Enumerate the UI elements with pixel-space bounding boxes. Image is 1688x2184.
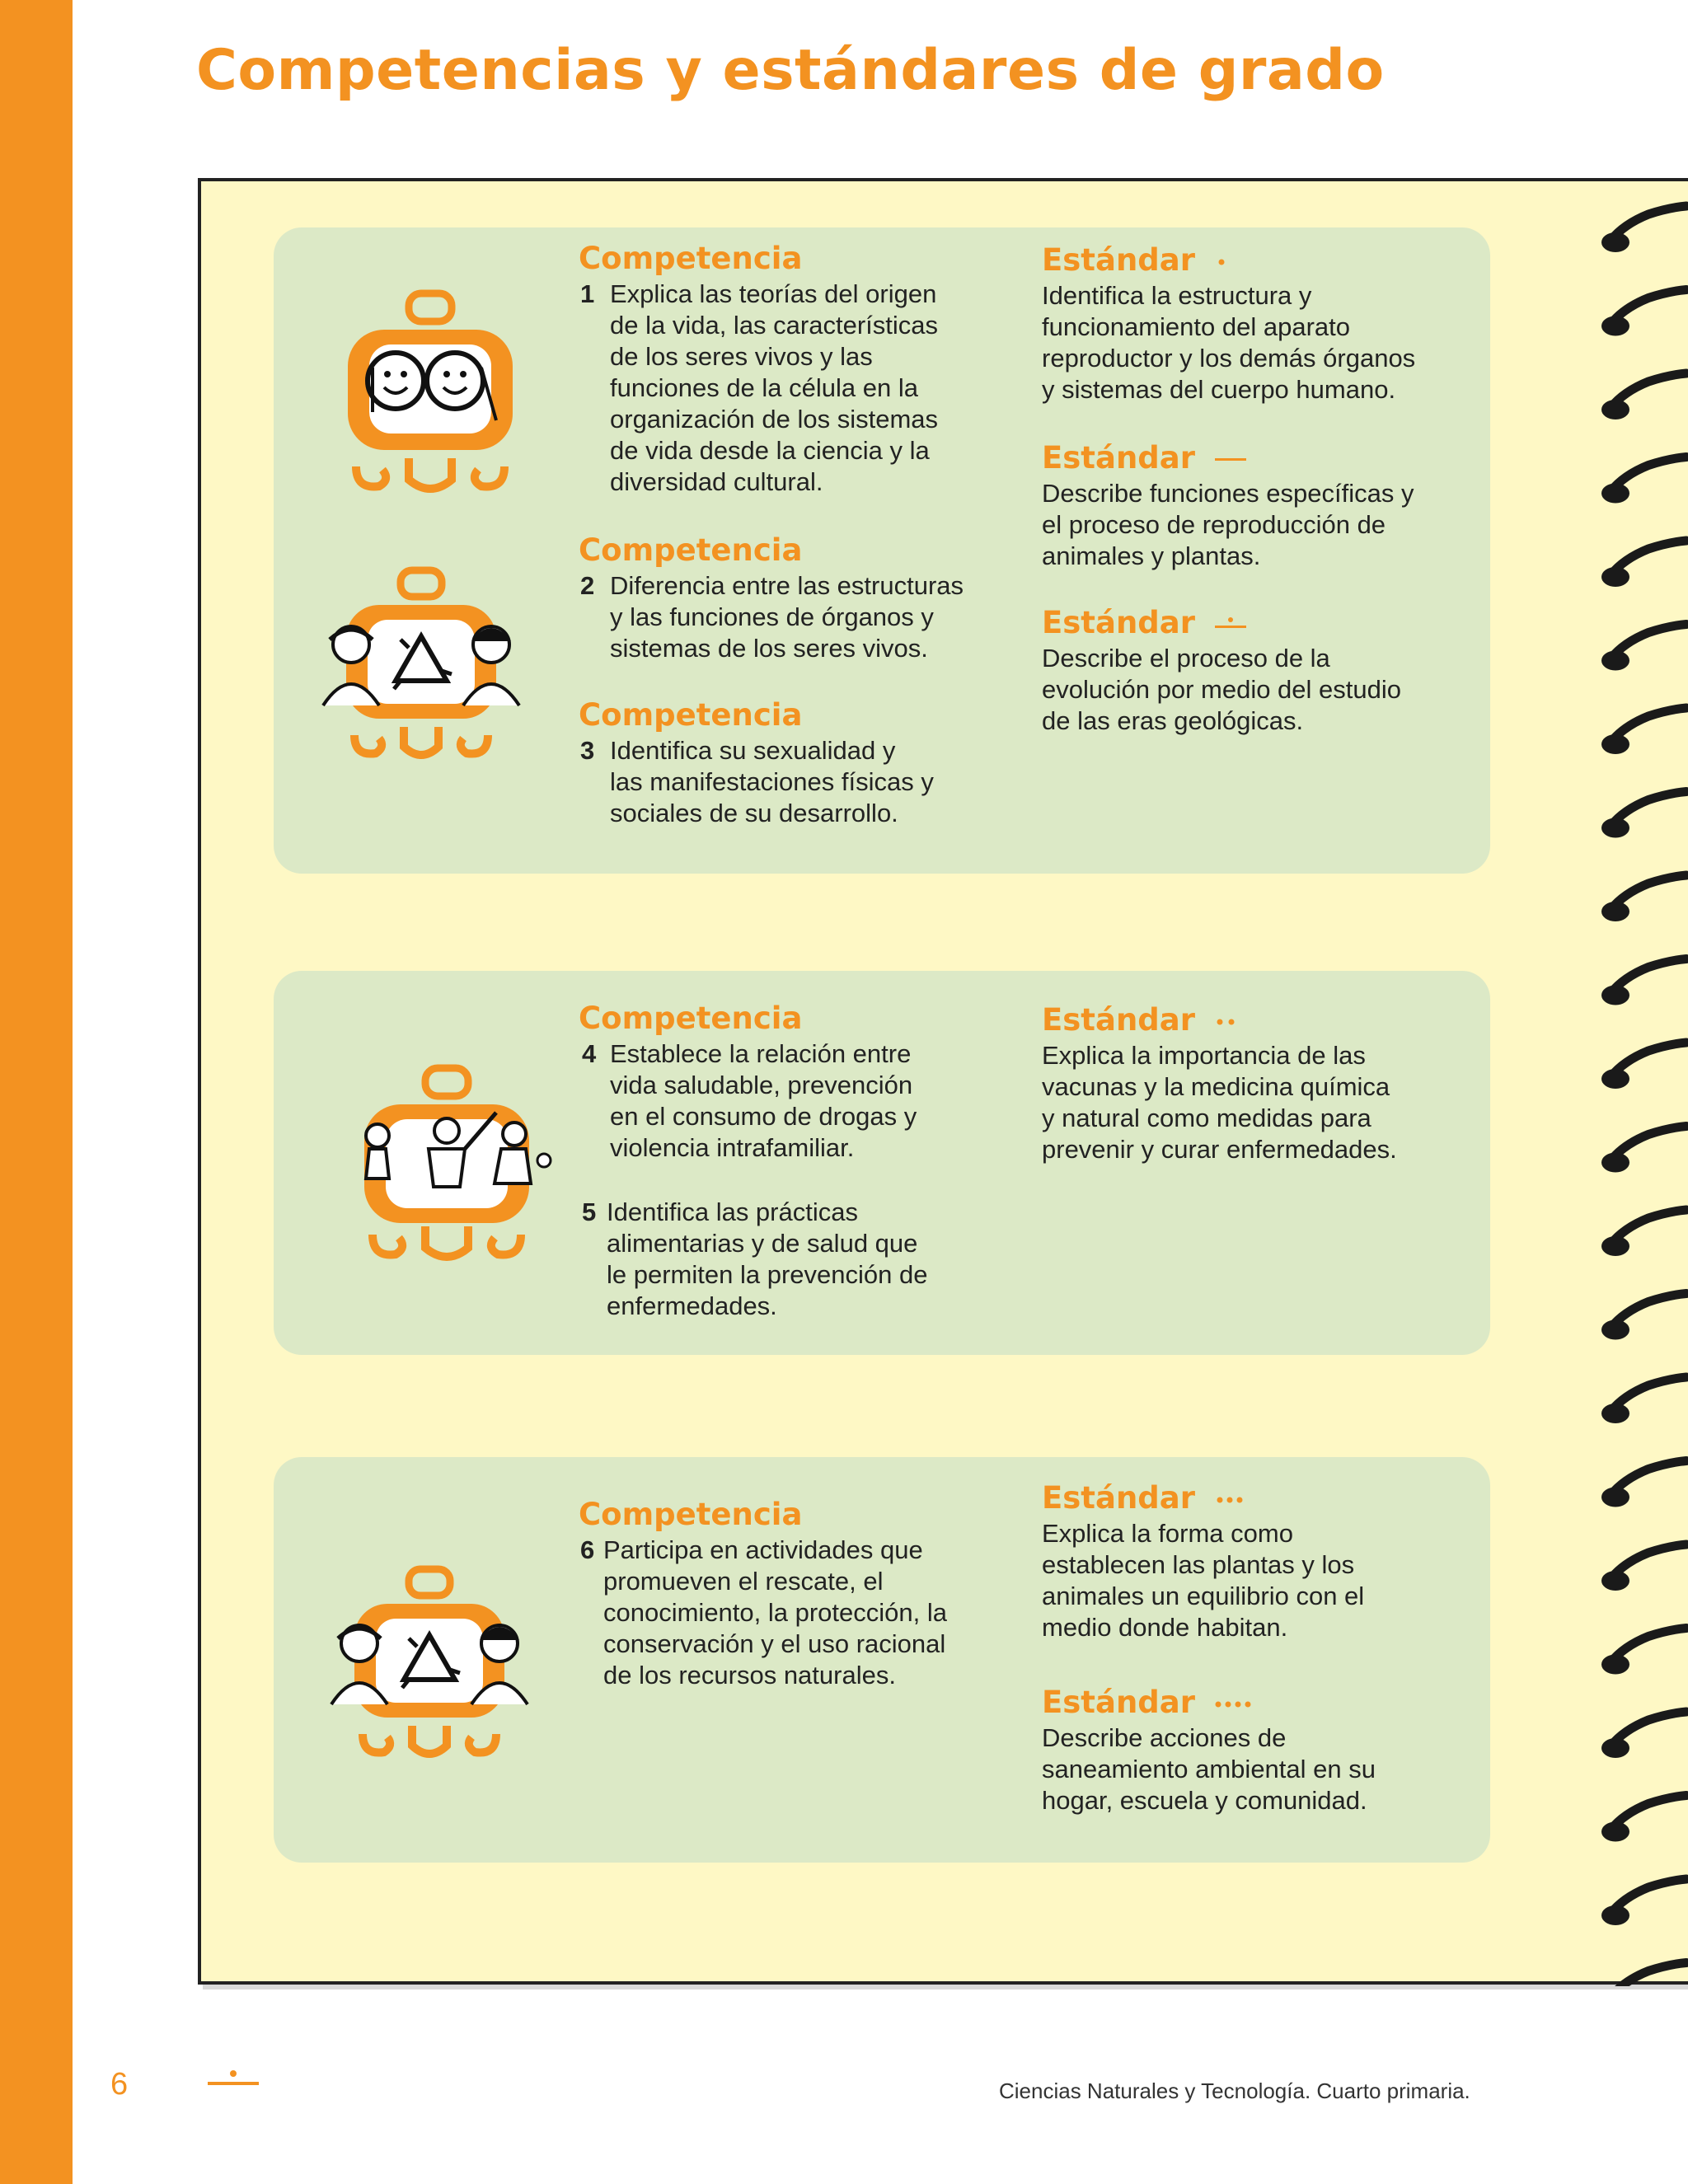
mayan-number-1-icon: [1213, 250, 1263, 274]
estandar-heading-5: [1042, 1480, 1263, 1516]
estandar-label: Estándar: [1042, 1002, 1195, 1038]
competencia-text-6: [603, 1535, 947, 1691]
text-line: en el consumo de drogas y: [610, 1102, 917, 1131]
spiral-hole: [1601, 1655, 1629, 1675]
estandar-heading-4: [1042, 1002, 1263, 1038]
spiral-hole: [1601, 400, 1629, 419]
spiral-hole: [1601, 567, 1629, 587]
estandar-label: Estándar: [1042, 440, 1195, 476]
estandar-heading-1: [1042, 242, 1263, 279]
text-line: Describe acciones de: [1042, 1723, 1287, 1752]
spiral-hole: [1601, 232, 1629, 252]
competencia-number-3: 3: [580, 736, 595, 765]
text-line: Identifica la estructura y: [1042, 281, 1312, 310]
text-line: conservación y el uso racional: [603, 1629, 946, 1658]
estandar-text-3: [1042, 643, 1401, 737]
spiral-hole: [1601, 734, 1629, 754]
text-line: animales un equilibrio con el: [1042, 1582, 1365, 1610]
spiral-hole: [1601, 1236, 1629, 1256]
competencia-number-5: 5: [582, 1197, 597, 1226]
text-line: enfermedades.: [607, 1291, 777, 1320]
estandar-text-6: [1042, 1722, 1376, 1816]
text-line: hogar, escuela y comunidad.: [1042, 1786, 1367, 1815]
competencia-heading-2: Competencia: [579, 532, 803, 568]
page-number: 6: [110, 2067, 129, 2102]
spiral-hole: [1601, 1738, 1629, 1758]
text-line: promueven el rescate, el: [603, 1567, 884, 1596]
text-line: de vida desde la ciencia y la: [610, 436, 930, 465]
text-line: medio donde habitan.: [1042, 1613, 1288, 1642]
maya-glyph-recycle-people-icon: [326, 1564, 532, 1762]
text-line: animales y plantas.: [1042, 541, 1261, 570]
text-line: violencia intrafamiliar.: [610, 1133, 855, 1162]
mayan-number-2-icon: [1213, 1010, 1263, 1034]
competencia-number-2: 2: [580, 571, 595, 600]
spiral-hole: [1601, 1069, 1629, 1089]
text-line: diversidad cultural.: [610, 467, 823, 496]
spiral-hole: [1601, 1571, 1629, 1591]
text-line: de los seres vivos y las: [610, 342, 873, 371]
estandar-label: Estándar: [1042, 242, 1195, 278]
text-line: sociales de su desarrollo.: [610, 799, 898, 827]
mayan-number-3-icon: [1213, 1488, 1263, 1512]
text-line: reproductor y los demás órganos: [1042, 344, 1416, 373]
footer-book-title: Ciencias Naturales y Tecnología. Cuarto primaria.: [999, 2079, 1470, 2103]
orange-side-bar: [0, 0, 73, 2184]
estandar-heading-2: [1042, 440, 1263, 476]
spiral-hole: [1601, 1822, 1629, 1842]
text-line: y natural como medidas para: [1042, 1104, 1372, 1132]
text-line: le permiten la prevención de: [607, 1260, 928, 1289]
mayan-number-5-icon: [1213, 448, 1263, 472]
text-line: funciones de la célula en la: [610, 373, 918, 402]
estandar-text-2: [1042, 478, 1414, 572]
spiral-ring: [1611, 1963, 1686, 1987]
text-line: de los recursos naturales.: [603, 1661, 896, 1690]
estandar-label: Estándar: [1042, 605, 1195, 640]
text-line: Establece la relación entre: [610, 1039, 912, 1068]
text-line: las manifestaciones físicas y: [610, 767, 934, 796]
spiral-hole: [1601, 1905, 1629, 1925]
text-line: Participa en actividades que: [603, 1535, 923, 1564]
mayan-number-6-icon: [1213, 612, 1263, 637]
competencia-text-4: [610, 1038, 917, 1164]
maya-glyph-recycle-people-icon: [318, 565, 524, 763]
text-line: Diferencia entre las estructuras: [610, 571, 964, 600]
spiral-hole: [1601, 484, 1629, 504]
estandar-label: Estándar: [1042, 1685, 1195, 1720]
competencia-heading-4: Competencia: [579, 1001, 803, 1036]
text-line: Identifica su sexualidad y: [610, 736, 896, 765]
estandar-text-1: [1042, 280, 1415, 405]
text-line: de las eras geológicas.: [1042, 706, 1304, 735]
estandar-heading-6: [1042, 1685, 1263, 1721]
competencia-text-5: [607, 1197, 927, 1322]
competencia-text-3: [610, 735, 934, 829]
estandar-label: Estándar: [1042, 1480, 1195, 1516]
text-line: el proceso de reproducción de: [1042, 510, 1386, 539]
text-line: vacunas y la medicina química: [1042, 1072, 1390, 1101]
text-line: Explica la forma como: [1042, 1519, 1293, 1548]
text-line: Explica la importancia de las: [1042, 1041, 1366, 1070]
text-line: evolución por medio del estudio: [1042, 675, 1401, 704]
text-line: y las funciones de órganos y: [610, 602, 934, 631]
spiral-hole: [1601, 651, 1629, 671]
text-line: conocimiento, la protección, la: [603, 1598, 948, 1627]
text-line: sistemas de los seres vivos.: [610, 634, 928, 663]
text-line: saneamiento ambiental en su: [1042, 1755, 1376, 1783]
competencia-number-1: 1: [580, 279, 595, 308]
spiral-hole: [1601, 1488, 1629, 1507]
text-line: Describe funciones específicas y: [1042, 479, 1414, 508]
text-line: establecen las plantas y los: [1042, 1550, 1355, 1579]
spiral-hole: [1601, 316, 1629, 336]
spiral-hole: [1601, 818, 1629, 838]
text-line: organización de los sistemas: [610, 405, 939, 434]
mayan-number-6-icon: [206, 2067, 260, 2092]
competencia-heading-3: Competencia: [579, 697, 803, 733]
text-line: de la vida, las características: [610, 311, 939, 340]
text-line: funcionamiento del aparato: [1042, 312, 1350, 341]
text-line: Identifica las prácticas: [607, 1197, 858, 1226]
spiral-hole: [1601, 1320, 1629, 1340]
page-title: Competencias y estándares de grado: [196, 38, 1385, 103]
spiral-binding-icon: [1599, 190, 1688, 1986]
spiral-hole: [1601, 1153, 1629, 1173]
competencia-heading-6: Competencia: [579, 1497, 803, 1532]
spiral-hole: [1601, 902, 1629, 921]
text-line: vida saludable, prevención: [610, 1071, 913, 1099]
competencia-heading-1: Competencia: [579, 241, 803, 276]
estandar-text-4: [1042, 1040, 1397, 1165]
text-line: Explica las teorías del origen: [610, 279, 937, 308]
estandar-heading-3: [1042, 605, 1263, 641]
text-line: Describe el proceso de la: [1042, 644, 1330, 673]
competencia-text-1: [610, 279, 938, 498]
maya-glyph-playing-children-icon: [340, 1063, 554, 1269]
text-line: alimentarias y de salud que: [607, 1229, 918, 1258]
mayan-number-4-icon: [1213, 1692, 1263, 1717]
competencia-text-2: [610, 570, 964, 664]
competencia-number-4: 4: [582, 1039, 597, 1068]
maya-glyph-children-icon: [340, 288, 521, 494]
text-line: y sistemas del cuerpo humano.: [1042, 375, 1396, 404]
spiral-hole: [1601, 1404, 1629, 1423]
estandar-text-5: [1042, 1518, 1364, 1643]
spiral-hole: [1601, 986, 1629, 1005]
competencia-number-6: 6: [580, 1535, 595, 1564]
text-line: prevenir y curar enfermedades.: [1042, 1135, 1397, 1164]
